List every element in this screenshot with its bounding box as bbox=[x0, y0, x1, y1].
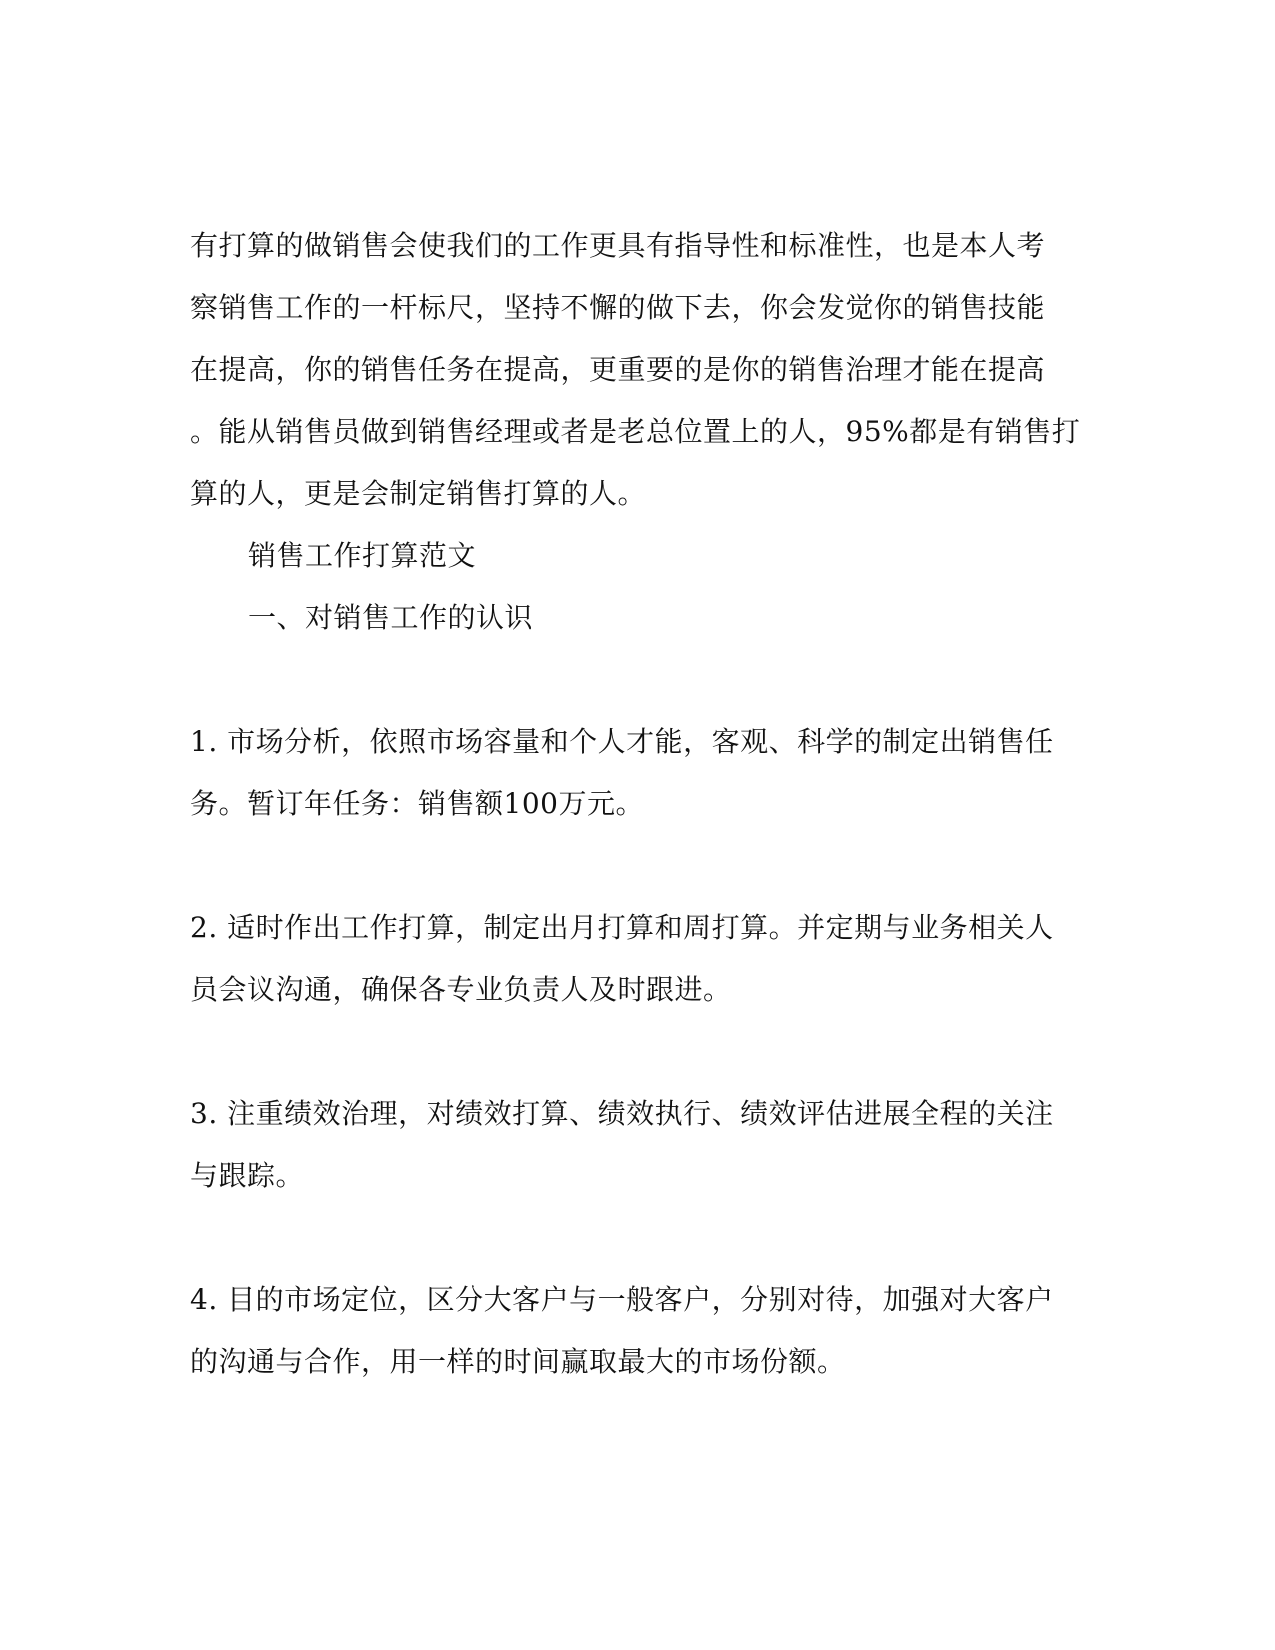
intro-line: 有打算的做销售会使我们的工作更具有指导性和标准性，也是本人考 bbox=[190, 229, 1046, 262]
list-item-1-line: 1. 市场分析，依照市场容量和个人才能，客观、科学的制定出销售任 bbox=[190, 725, 1054, 758]
list-item-2-line: 员会议沟通，确保各专业负责人及时跟进。 bbox=[190, 973, 732, 1006]
list-item-4-line: 4. 目的市场定位，区分大客户与一般客户，分别对待，加强对大客户 bbox=[190, 1283, 1054, 1316]
section-heading: 一、对销售工作的认识 bbox=[248, 601, 534, 634]
list-item-3-line: 与跟踪。 bbox=[190, 1159, 305, 1192]
list-item-3-line: 3. 注重绩效治理，对绩效打算、绩效执行、绩效评估进展全程的关注 bbox=[190, 1097, 1054, 1130]
list-item-2-line: 2. 适时作出工作打算，制定出月打算和周打算。并定期与业务相关人 bbox=[190, 911, 1054, 944]
list-item-1-line: 务。暂订年任务：销售额100万元。 bbox=[190, 787, 644, 820]
intro-line: 察销售工作的一杆标尺，坚持不懈的做下去，你会发觉你的销售技能 bbox=[190, 291, 1046, 324]
document-title: 销售工作打算范文 bbox=[248, 539, 477, 572]
list-item-4-line: 的沟通与合作，用一样的时间赢取最大的市场份额。 bbox=[190, 1345, 846, 1378]
intro-line: 。能从销售员做到销售经理或者是老总位置上的人，95%都是有销售打 bbox=[190, 415, 1081, 448]
intro-line: 在提高，你的销售任务在提高，更重要的是你的销售治理才能在提高 bbox=[190, 353, 1046, 386]
intro-line: 算的人，更是会制定销售打算的人。 bbox=[190, 477, 647, 510]
